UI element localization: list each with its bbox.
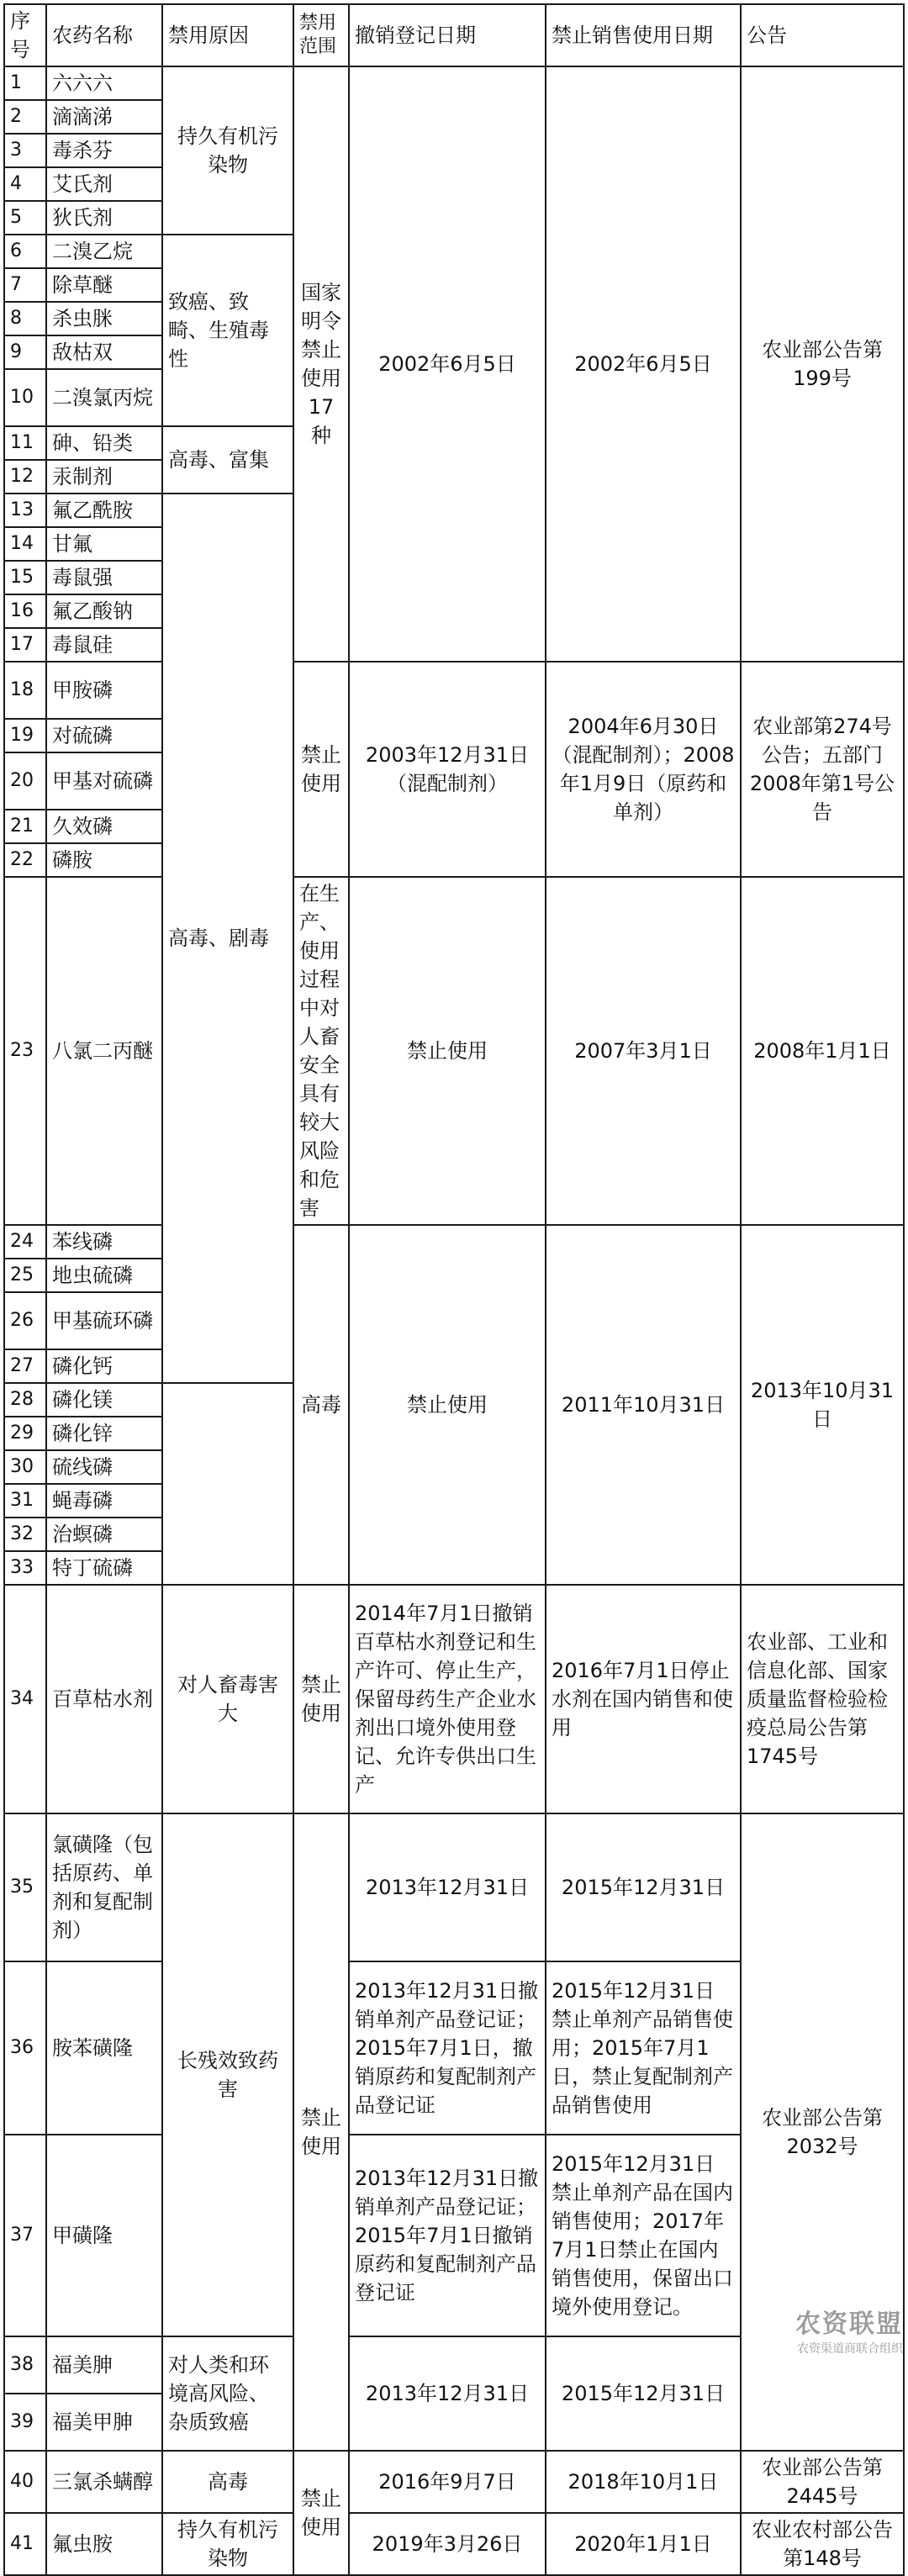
ban-date: 2015年12月31日禁止单剂产品在国内销售使用；2017年7月1日禁止在国内销售使用，保留出口境外使用登记。 [546, 2135, 741, 2336]
notice: 农业部公告第2032号 [741, 1813, 904, 2451]
revoke-date: 2013年12月31日 [349, 1813, 546, 1961]
pesticide-name: 硫线磷 [46, 1450, 162, 1484]
ban-date: 2015年12月31日 [546, 2336, 741, 2451]
row-no: 32 [4, 1518, 46, 1551]
pesticide-name: 毒鼠强 [46, 561, 162, 594]
banned-pesticide-table-wrapper [3, 3, 903, 2576]
row-no: 12 [4, 460, 46, 494]
ban-reason: 持久有机污染物 [162, 66, 293, 235]
header-no: 序号 [4, 4, 46, 66]
ban-date: 2020年1月1日 [546, 2513, 741, 2575]
row-no: 21 [4, 810, 46, 843]
pesticide-name: 地虫硫磷 [46, 1259, 162, 1292]
row-no: 27 [4, 1349, 46, 1383]
watermark-subtitle: 农资渠道商联合组织 [797, 2342, 903, 2356]
revoke-date: 2011年10月31日 [546, 1225, 741, 1585]
pesticide-name: 毒杀芬 [46, 134, 162, 167]
row-no: 37 [4, 2135, 46, 2336]
pesticide-name: 苯线磷 [46, 1225, 162, 1259]
row-no: 20 [4, 752, 46, 810]
pesticide-name: 六六六 [46, 66, 162, 100]
ban-date: 2004年6月30日（混配制剂）；2008年1月9日（原药和单剂） [546, 662, 741, 877]
banned-pesticide-table [3, 3, 905, 2576]
row-no: 36 [4, 1961, 46, 2135]
row-no: 7 [4, 268, 46, 302]
notice: 农业部、工业和信息化部、国家质量监督检验检疫总局公告第1745号 [741, 1585, 904, 1813]
ban-date: 2018年10月1日 [546, 2451, 741, 2513]
table-row [4, 1225, 904, 1259]
revoke-date: 2013年12月31日撤销单剂产品登记证；2015年7月1日，撤销原药和复配制剂产品登记证 [349, 1961, 546, 2135]
ban-date: 2008年1月1日 [741, 877, 904, 1225]
row-no: 1 [4, 66, 46, 100]
pesticide-name: 磷化镁 [46, 1383, 162, 1417]
pesticide-name: 磷化锌 [46, 1417, 162, 1450]
ban-date: 2002年6月5日 [546, 66, 741, 662]
pesticide-name: 滴滴涕 [46, 100, 162, 134]
header-notice: 公告 [741, 4, 904, 66]
row-no: 29 [4, 1417, 46, 1450]
pesticide-name: 治螟磷 [46, 1518, 162, 1551]
pesticide-name: 胺苯磺隆 [46, 1961, 162, 2135]
header-row [4, 4, 904, 66]
row-no: 14 [4, 527, 46, 561]
revoke-date: 2013年12月31日 [349, 2336, 546, 2451]
row-no: 41 [4, 2513, 46, 2575]
pesticide-name: 氟乙酰胺 [46, 494, 162, 527]
pesticide-name: 敌枯双 [46, 335, 162, 369]
row-no: 35 [4, 1813, 46, 1961]
ban-date: 2015年12月31日 [546, 1813, 741, 1961]
row-no: 18 [4, 662, 46, 719]
row-no: 4 [4, 167, 46, 201]
pesticide-name: 特丁硫磷 [46, 1551, 162, 1585]
pesticide-name: 八氯二丙醚 [46, 877, 162, 1225]
pesticide-name: 甲磺隆 [46, 2135, 162, 2336]
pesticide-name: 甲基对硫磷 [46, 752, 162, 810]
header-reason: 禁用原因 [162, 4, 293, 66]
table-row [4, 1585, 904, 1813]
ban-reason: 对人类和环境高风险、杂质致癌 [162, 2336, 293, 2451]
revoke-date: 2007年3月1日 [546, 877, 741, 1225]
pesticide-name: 毒鼠硅 [46, 628, 162, 662]
pesticide-name: 对硫磷 [46, 719, 162, 752]
ban-scope: 国家明令禁止使用17种 [293, 66, 349, 662]
row-no: 26 [4, 1292, 46, 1349]
table-row [4, 1813, 904, 1961]
pesticide-name: 甘氟 [46, 527, 162, 561]
ban-reason: 致癌、致畸、生殖毒性 [162, 235, 293, 426]
row-no: 8 [4, 302, 46, 335]
ban-date: 2015年12月31日禁止单剂产品销售使用；2015年7月1日，禁止复配制剂产品销售使用 [546, 1961, 741, 2135]
row-no: 33 [4, 1551, 46, 1585]
revoke-date: 2019年3月26日 [349, 2513, 546, 2575]
ban-scope: 禁止使用 [293, 1585, 349, 1813]
row-no: 28 [4, 1383, 46, 1417]
pesticide-name: 杀虫脒 [46, 302, 162, 335]
row-no: 19 [4, 719, 46, 752]
row-no: 22 [4, 843, 46, 877]
ban-reason: 高毒、富集 [162, 426, 293, 494]
row-no: 16 [4, 594, 46, 628]
ban-reason: 对人畜毒害大 [162, 1585, 293, 1813]
header-scope: 禁用范围 [293, 4, 349, 66]
ban-reason: 高毒 [293, 1225, 349, 1585]
row-no: 40 [4, 2451, 46, 2513]
ban-scope: 禁止使用 [349, 1225, 546, 1585]
row-no: 24 [4, 1225, 46, 1259]
row-no: 15 [4, 561, 46, 594]
revoke-date: 2002年6月5日 [349, 66, 546, 662]
table-row [4, 66, 904, 100]
row-no: 39 [4, 2394, 46, 2451]
row-no: 25 [4, 1259, 46, 1292]
revoke-date: 2014年7月1日撤销百草枯水剂登记和生产许可、停止生产，保留母药生产企业水剂出口境外使用登记、允许专供出口生产 [349, 1585, 546, 1813]
ban-scope: 禁止使用 [293, 2451, 349, 2575]
ban-reason: 高毒 [162, 2451, 293, 2513]
table-row [4, 2451, 904, 2513]
row-no: 2 [4, 100, 46, 134]
pesticide-name: 甲胺磷 [46, 662, 162, 719]
pesticide-name: 狄氏剂 [46, 201, 162, 235]
notice: 农业部公告第2445号 [741, 2451, 904, 2513]
row-no: 10 [4, 369, 46, 426]
header-revoke-date: 撤销登记日期 [349, 4, 546, 66]
row-no: 23 [4, 877, 46, 1225]
notice: 农业部第274号公告；五部门2008年第1号公告 [741, 662, 904, 877]
ban-reason: 在生产、使用过程中对人畜安全具有较大风险和危害 [293, 877, 349, 1225]
ban-scope: 禁止使用 [349, 877, 546, 1225]
row-no: 31 [4, 1484, 46, 1518]
watermark-title: 农资联盟 [795, 2309, 903, 2339]
pesticide-name: 蝇毒磷 [46, 1484, 162, 1518]
pesticide-name: 艾氏剂 [46, 167, 162, 201]
row-no: 6 [4, 235, 46, 268]
pesticide-name: 三氯杀螨醇 [46, 2451, 162, 2513]
pesticide-name: 汞制剂 [46, 460, 162, 494]
revoke-date: 2003年12月31日（混配制剂） [349, 662, 546, 877]
revoke-date: 2016年9月7日 [349, 2451, 546, 2513]
row-no: 11 [4, 426, 46, 460]
table-row [4, 2513, 904, 2575]
pesticide-name: 氟虫胺 [46, 2513, 162, 2575]
pesticide-name: 砷、铅类 [46, 426, 162, 460]
notice: 农业农村部公告第148号 [741, 2513, 904, 2575]
table-row [4, 662, 904, 719]
ban-reason: 长残效致药害 [162, 1813, 293, 2336]
row-no: 38 [4, 2336, 46, 2394]
pesticide-name: 福美甲胂 [46, 2394, 162, 2451]
row-no: 30 [4, 1450, 46, 1484]
row-no: 3 [4, 134, 46, 167]
ban-scope: 禁止使用 [293, 662, 349, 877]
revoke-date: 2013年12月31日撤销单剂产品登记证；2015年7月1日撤销原药和复配制剂产品登记证 [349, 2135, 546, 2336]
pesticide-name: 氟乙酸钠 [46, 594, 162, 628]
ban-date: 2013年10月31日 [741, 1225, 904, 1585]
watermark-logo [795, 2303, 903, 2357]
row-no: 34 [4, 1585, 46, 1813]
pesticide-name: 磷胺 [46, 843, 162, 877]
pesticide-name: 二溴乙烷 [46, 235, 162, 268]
row-no: 17 [4, 628, 46, 662]
ban-scope: 禁止使用 [293, 1813, 349, 2451]
row-no: 9 [4, 335, 46, 369]
pesticide-name: 磷化钙 [46, 1349, 162, 1383]
pesticide-name: 甲基硫环磷 [46, 1292, 162, 1349]
table-row [4, 877, 904, 1225]
pesticide-name: 福美胂 [46, 2336, 162, 2394]
pesticide-name: 除草醚 [46, 268, 162, 302]
pesticide-name: 氯磺隆（包括原药、单剂和复配制剂） [46, 1813, 162, 1961]
notice: 农业部公告第199号 [741, 66, 904, 662]
row-no: 13 [4, 494, 46, 527]
ban-reason: 持久有机污染物 [162, 2513, 293, 2575]
header-name: 农药名称 [46, 4, 162, 66]
pesticide-name: 二溴氯丙烷 [46, 369, 162, 426]
row-no: 5 [4, 201, 46, 235]
ban-date: 2016年7月1日停止水剂在国内销售和使用 [546, 1585, 741, 1813]
pesticide-name: 百草枯水剂 [46, 1585, 162, 1813]
ban-reason: 高毒、剧毒 [162, 494, 293, 1383]
pesticide-name: 久效磷 [46, 810, 162, 843]
header-ban-date: 禁止销售使用日期 [546, 4, 741, 66]
